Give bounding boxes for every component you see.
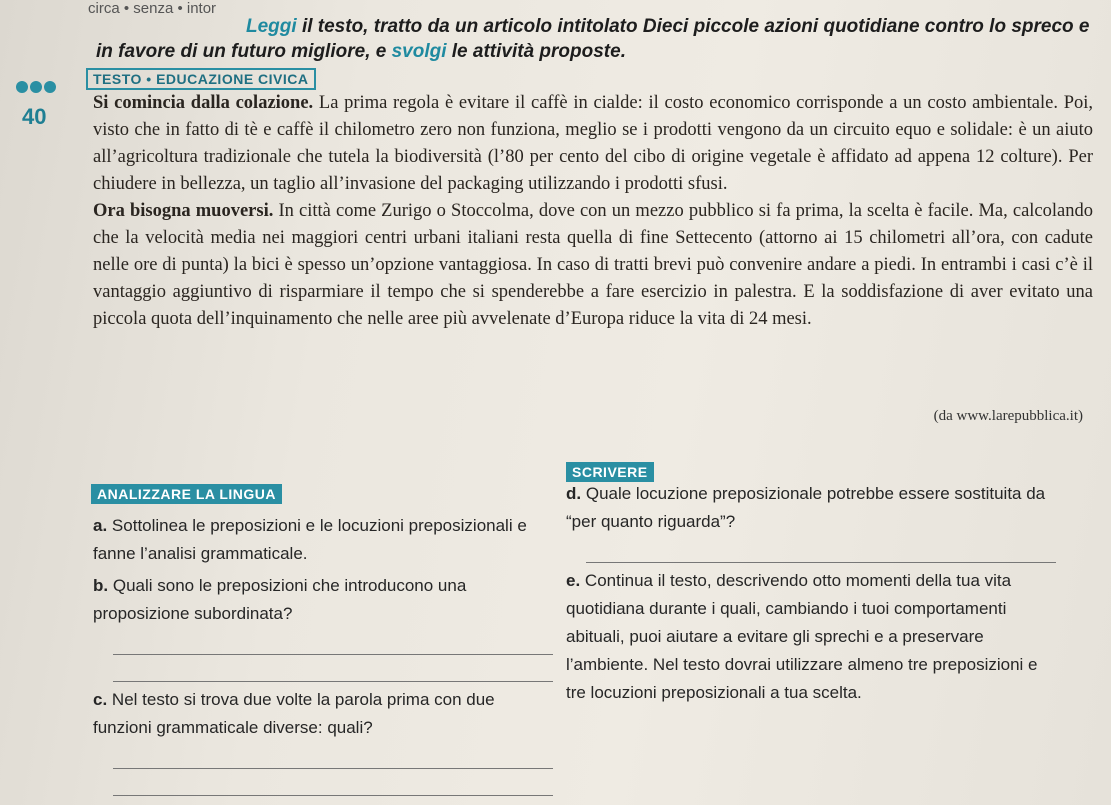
exercise-c: c. Nel testo si trova due volte la parola prima con due funzioni grammaticale diverse: quali? [93, 686, 553, 796]
paragraph-1: Si comincia dalla colazione. La prima regola è evitare il caffè in cialde: il costo economico corrisponde a un costo ambientale. Poi, visto che in fatto di tè e caffè il chilometro zero non funziona, meglio se i prodotti vengono da un circuito equo e solidale: è un aiuto all’agricoltura tradizionale che tutela la biodiversità (l’80 per cento del cibo di origine vegetale è affidato ad appena 12 colture). Per chiudere in bellezza, un taglio all’invasione del packaging utilizzando i prodotti sfusi. [93, 93, 1093, 194]
exercise-number: 40 [22, 104, 47, 129]
section-writing-label: SCRIVERE [566, 462, 654, 482]
answer-line[interactable] [113, 769, 553, 796]
exercise-heading: Leggi il testo, tratto da un articolo intitolato Dieci piccole azioni quotidiane contro lo spreco e in favore di un futuro migliore, e svolgi le attività proposte. [96, 16, 1090, 62]
heading-verb-read: Leggi [246, 16, 297, 37]
exercises-left-column [93, 512, 553, 800]
answer-line[interactable] [586, 536, 1056, 563]
answer-line[interactable] [113, 628, 553, 655]
section-tag: TESTO • EDUCAZIONE CIVICA [86, 68, 316, 90]
answer-line[interactable] [113, 655, 553, 682]
paragraph-2: Ora bisogna muoversi. In città come Zurigo o Stoccolma, dove con un mezzo pubblico si fa prima, la scelta è facile. Ma, calcolando che la velocità media nei maggiori centri urbani italiani resta quella di fine Settecento (attorno ai 15 chilometri all’ora, con cadute nelle ore di punta) la bici è spesso un’opzione vantaggiosa. In caso di tratti brevi può convenire andare a piedi. In entrambi i casi c’è il vantaggio aggiuntivo di risparmiare il tempo che si spenderebbe a fare esercizio in palestra. E la soddisfazione di aver evitato una piccola quota dell’inquinamento che nelle aree più avvelenate d’Europa riduce la vita di 24 mesi. [93, 201, 1093, 329]
exercise-d: d. Quale locuzione preposizionale potrebbe essere sostituita da “per quanto riguarda”? [566, 480, 1056, 563]
exercise-b: b. Quali sono le preposizioni che introducono una proposizione subordinata? [93, 572, 553, 682]
exercise-e: e. Continua il testo, descrivendo otto momenti della tua vita quotidiana durante i quali, cambiando i tuoi comportamenti abituali, puoi aiutare a evitare gli sprechi e a preservare l’ambiente. Nel testo dovrai utilizzare almeno tre preposizioni e tre locuzioni preposizionali a tua scelta. [566, 571, 1038, 702]
exercise-a: a. Sottolinea le preposizioni e le locuzioni preposizionali e fanne l’analisi grammaticale. [93, 516, 527, 563]
heading-verb-do: svolgi [391, 41, 447, 62]
section-language-label: ANALIZZARE LA LINGUA [91, 484, 282, 504]
exercise-dots-icon [16, 80, 58, 98]
reading-text [93, 90, 1093, 333]
source-citation: (da www.larepubblica.it) [933, 408, 1083, 424]
answer-line[interactable] [113, 742, 553, 769]
article-title: Dieci piccole azioni quotidiane contro lo spreco e in favore di un futuro migliore [96, 16, 1090, 62]
top-snippet: circa • senza • intor [88, 0, 217, 17]
exercises-right-column [566, 480, 1056, 711]
